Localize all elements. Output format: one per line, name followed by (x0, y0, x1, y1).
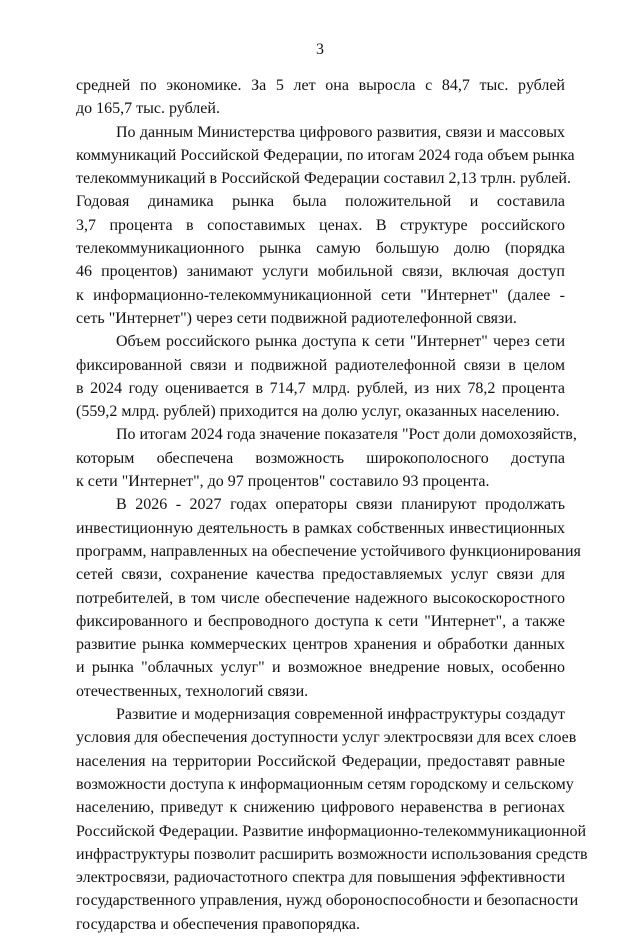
text-line: фиксированного и беспроводного доступа к сети "Интернет", а также (76, 612, 565, 630)
text-line: населению, приведут к снижению цифрового неравенства в регионах (76, 799, 565, 817)
text-line: телекоммуникационного рынка самую большую долю (порядка (76, 240, 565, 258)
text-line: в 2024 году оценивается в 714,7 млрд. рублей, из них 78,2 процента (76, 379, 565, 397)
document-body (76, 74, 588, 936)
text-line: Российской Федерации. Развитие информационно-телекоммуникационной (76, 822, 587, 840)
text-line: По данным Министерства цифрового развития, связи и массовых (116, 123, 565, 141)
text-line: населения на территории Российской Федерации, предоставят равные (76, 752, 565, 770)
page-number: 3 (316, 41, 324, 58)
text-line: В 2026 - 2027 годах операторы связи планируют продолжать (116, 496, 565, 514)
paragraph-4 (76, 423, 577, 493)
paragraph-5 (76, 493, 581, 703)
text-line: По итогам 2024 года значение показателя "Рост доли домохозяйств, (116, 426, 577, 444)
paragraph-3 (76, 330, 565, 423)
text-line: (559,2 млрд. рублей) приходится на долю услуг, оказанных населению. (76, 403, 560, 421)
text-line: программ, направленных на обеспечение устойчивого функционирования (76, 542, 581, 560)
text-line: возможности доступа к информационным сетям городскому и сельскому (76, 775, 574, 793)
text-line: потребителей, в том числе обеспечение надежного высокоскоростного (76, 589, 565, 607)
text-line: к сети "Интернет", до 97 процентов" составило 93 процента. (76, 473, 490, 491)
text-line: государства и обеспечения правопорядка. (76, 915, 361, 933)
text-line: фиксированной связи и подвижной радиотелефонной связи в целом (76, 356, 565, 374)
text-line: сеть "Интернет") через сети подвижной радиотелефонной связи. (76, 309, 517, 327)
text-line: развитие рынка коммерческих центров хранения и обработки данных (76, 636, 565, 654)
text-line: к информационно-телекоммуникационной сети "Интернет" (далее - (76, 286, 565, 304)
paragraph-6 (76, 703, 588, 936)
text-line: сетей связи, сохранение качества предоставляемых услуг связи для (76, 566, 565, 584)
text-line: отечественных, технологий связи. (76, 682, 309, 700)
paragraph-1 (76, 74, 565, 121)
text-line: телекоммуникаций в Российской Федерации составил 2,13 трлн. рублей. (76, 170, 571, 188)
text-line: 3,7 процента в сопоставимых ценах. В структуре российского (76, 216, 565, 234)
text-line: Объем российского рынка доступа к сети "Интернет" через сети (116, 333, 565, 351)
paragraph-2 (76, 121, 575, 331)
text-line: инвестиционную деятельность в рамках собственных инвестиционных (76, 519, 565, 537)
text-line: электросвязи, радиочастотного спектра для повышения эффективности (76, 869, 565, 887)
text-line: до 165,7 тыс. рублей. (76, 100, 220, 118)
text-line: инфраструктуры позволит расширить возможности использования средств (76, 845, 588, 863)
text-line: условия для обеспечения доступности услуг электросвязи для всех слоев (76, 729, 577, 747)
text-line: Годовая динамика рынка была положительной и составила (76, 193, 565, 211)
text-line: коммуникаций Российской Федерации, по итогам 2024 года объем рынка (76, 146, 575, 164)
text-line: 46 процентов) занимают услуги мобильной связи, включая доступ (76, 263, 565, 281)
text-line: и рынка "облачных услуг" и возможное внедрение новых, особенно (76, 659, 565, 677)
text-line: государственного управления, нужд обороноспособности и безопасности (76, 892, 579, 910)
text-line: Развитие и модернизация современной инфраструктуры создадут (116, 706, 565, 724)
text-line: средней по экономике. За 5 лет она выросла с 84,7 тыс. рублей (76, 77, 565, 94)
text-line: которым обеспечена возможность широкополосного доступа (76, 449, 565, 467)
